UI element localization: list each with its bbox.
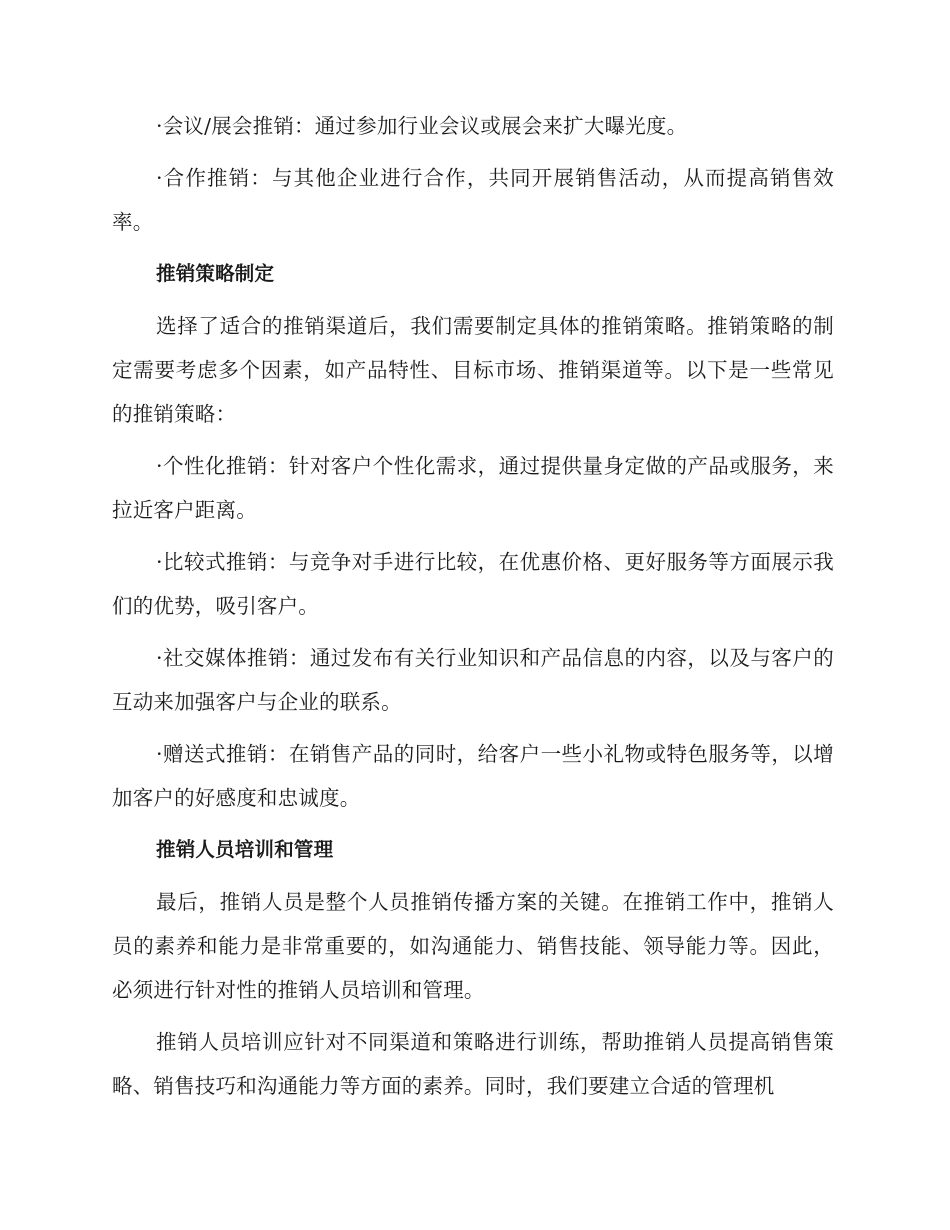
bullet-paragraph-gift: ·赠送式推销：在销售产品的同时，给客户一些小礼物或特色服务等，以增加客户的好感度和忠诚度。 bbox=[112, 742, 834, 810]
bullet-paragraph-comparative: ·比较式推销：与竞争对手进行比较，在优惠价格、更好服务等方面展示我们的优势，吸引客户。 bbox=[112, 550, 834, 618]
section-heading-training: 推销人员培训和管理 bbox=[156, 838, 334, 861]
paragraph-strategy-intro: 选择了适合的推销渠道后，我们需要制定具体的推销策略。推销策略的制定需要考虑多个因素，如产品特性、目标市场、推销渠道等。以下是一些常见的推销策略： bbox=[112, 314, 834, 426]
bullet-paragraph-conference: ·会议/展会推销：通过参加行业会议或展会来扩大曝光度。 bbox=[156, 114, 688, 138]
bullet-paragraph-personalized: ·个性化推销：针对客户个性化需求，通过提供量身定做的产品或服务，来拉近客户距离。 bbox=[112, 454, 834, 522]
bullet-paragraph-social-media: ·社交媒体推销：通过发布有关行业知识和产品信息的内容，以及与客户的互动来加强客户与企业的联系。 bbox=[112, 646, 834, 714]
paragraph-training-detail: 推销人员培训应针对不同渠道和策略进行训练，帮助推销人员提高销售策略、销售技巧和沟通能力等方面的素养。同时，我们要建立合适的管理机 bbox=[112, 1030, 834, 1098]
section-heading-strategy: 推销策略制定 bbox=[156, 262, 275, 285]
bullet-paragraph-cooperation: ·合作推销：与其他企业进行合作，共同开展销售活动，从而提高销售效率。 bbox=[112, 166, 834, 234]
paragraph-training-intro: 最后，推销人员是整个人员推销传播方案的关键。在推销工作中，推销人员的素养和能力是非常重要的，如沟通能力、销售技能、领导能力等。因此，必须进行针对性的推销人员培训和管理。 bbox=[112, 890, 834, 1002]
document-page bbox=[112, 104, 834, 1116]
